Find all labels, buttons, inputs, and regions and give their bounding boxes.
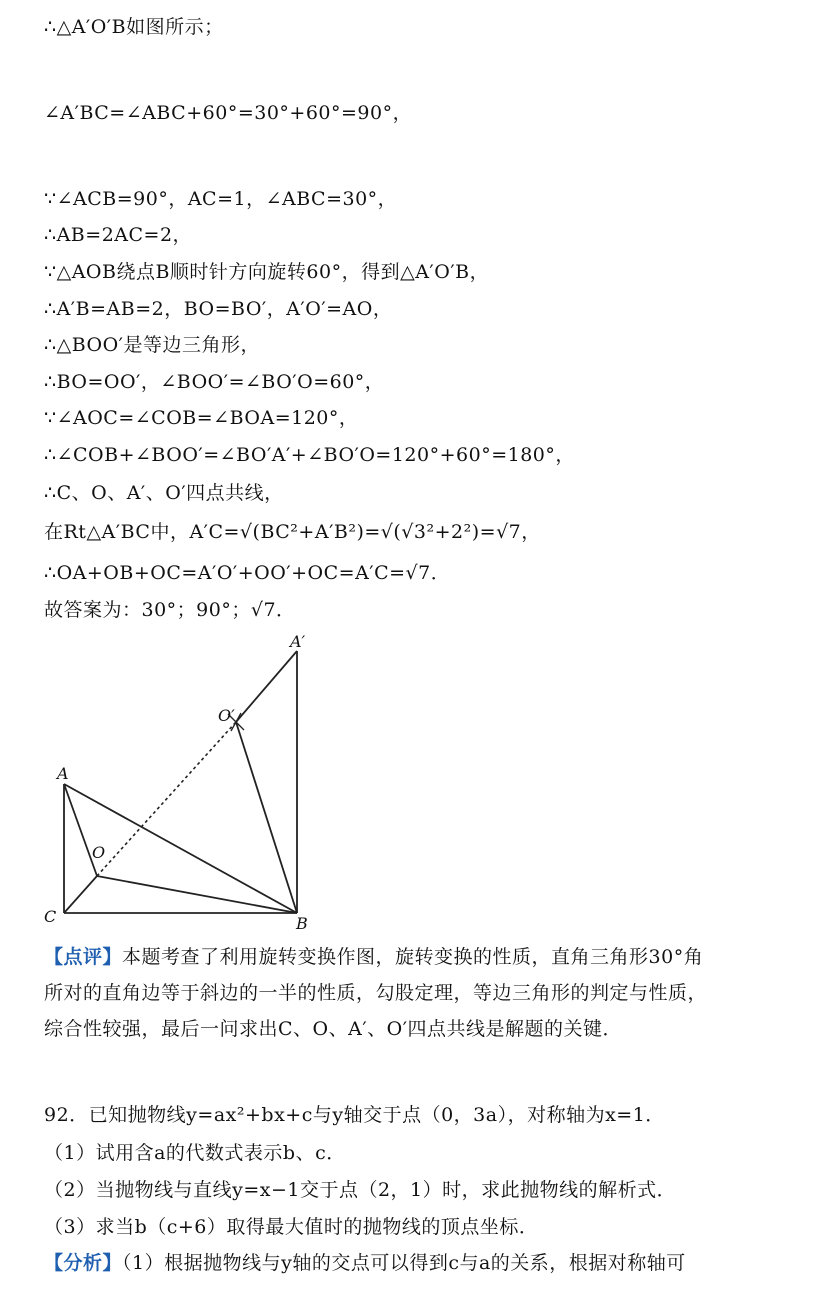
segment-A-O xyxy=(64,784,97,876)
solution-line-6: ∴A′B=AB=2，BO=BO′，A′O′=AO， xyxy=(44,298,393,320)
segment-O-B xyxy=(97,876,297,913)
label-B: B xyxy=(296,914,308,933)
comment-line-2: 所对的直角边等于斜边的一半的性质，勾股定理，等边三角形的判定与性质， xyxy=(44,982,708,1004)
analysis-line: 【分析】（1）根据抛物线与y轴的交点可以得到c与a的关系，根据对称轴可 xyxy=(44,1252,686,1274)
comment-line-3: 综合性较强，最后一问求出C、O、A′、O′四点共线是解题的关键． xyxy=(44,1018,623,1040)
dashed-line-O-O2 xyxy=(97,722,236,876)
solution-line-9: ∵∠AOC=∠COB=∠BOA=120°， xyxy=(44,407,359,429)
solution-line-2: ∠A′BC=∠ABC+60°=30°+60°=90°， xyxy=(44,102,413,124)
solution-line-7: ∴△BOO′是等边三角形， xyxy=(44,334,260,356)
solution-line-8: ∴BO=OO′，∠BOO′=∠BO′O=60°， xyxy=(44,371,385,393)
segment-C-O xyxy=(64,876,97,913)
solution-line-3: ∵∠ACB=90°，AC=1，∠ABC=30°， xyxy=(44,188,398,210)
label-O-prime: O′ xyxy=(218,706,235,725)
label-A: A xyxy=(57,764,69,783)
solution-line-5: ∵△AOB绕点B顺时针方向旋转60°，得到△A′O′B， xyxy=(44,261,490,283)
label-O: O xyxy=(92,843,106,862)
label-C: C xyxy=(44,907,57,926)
solution-line-13: ∴OA+OB+OC=A′O′+OO′+OC=A′C=√7． xyxy=(44,562,451,584)
comment-line-1: 【点评】本题考查了利用旋转变换作图，旋转变换的性质，直角三角形30°角 xyxy=(44,946,704,968)
solution-line-12: 在Rt△A′BC中，A′C=√(BC²+A′B²)=√(√3²+2²)=√7， xyxy=(44,521,541,543)
problem-q1: （1）试用含a的代数式表示b、c． xyxy=(44,1142,346,1164)
problem-stem: 92．已知抛物线y=ax²+bx+c与y轴交于点（0，3a），对称轴为x=1． xyxy=(44,1104,665,1126)
segment-A2-O2 xyxy=(236,651,297,722)
label-A-prime: A′ xyxy=(290,632,306,651)
comment-tag: 【点评】 xyxy=(44,946,123,968)
solution-line-4: ∴AB=2AC=2， xyxy=(44,224,193,246)
problem-q2: （2）当抛物线与直线y=x−1交于点（2，1）时，求此抛物线的解析式． xyxy=(44,1179,677,1201)
solution-line-1: ∴△A′O′B如图所示； xyxy=(44,16,224,38)
solution-line-10: ∴∠COB+∠BOO′=∠BO′A′+∠BO′O=120°+60°=180°， xyxy=(44,444,575,466)
analysis-tag: 【分析】 xyxy=(44,1252,123,1274)
problem-q3: （3）求当b（c+6）取得最大值时的抛物线的顶点坐标． xyxy=(44,1216,539,1238)
solution-line-11: ∴C、O、A′、O′四点共线， xyxy=(44,482,284,504)
solution-line-14: 故答案为：30°；90°；√7． xyxy=(44,599,296,621)
